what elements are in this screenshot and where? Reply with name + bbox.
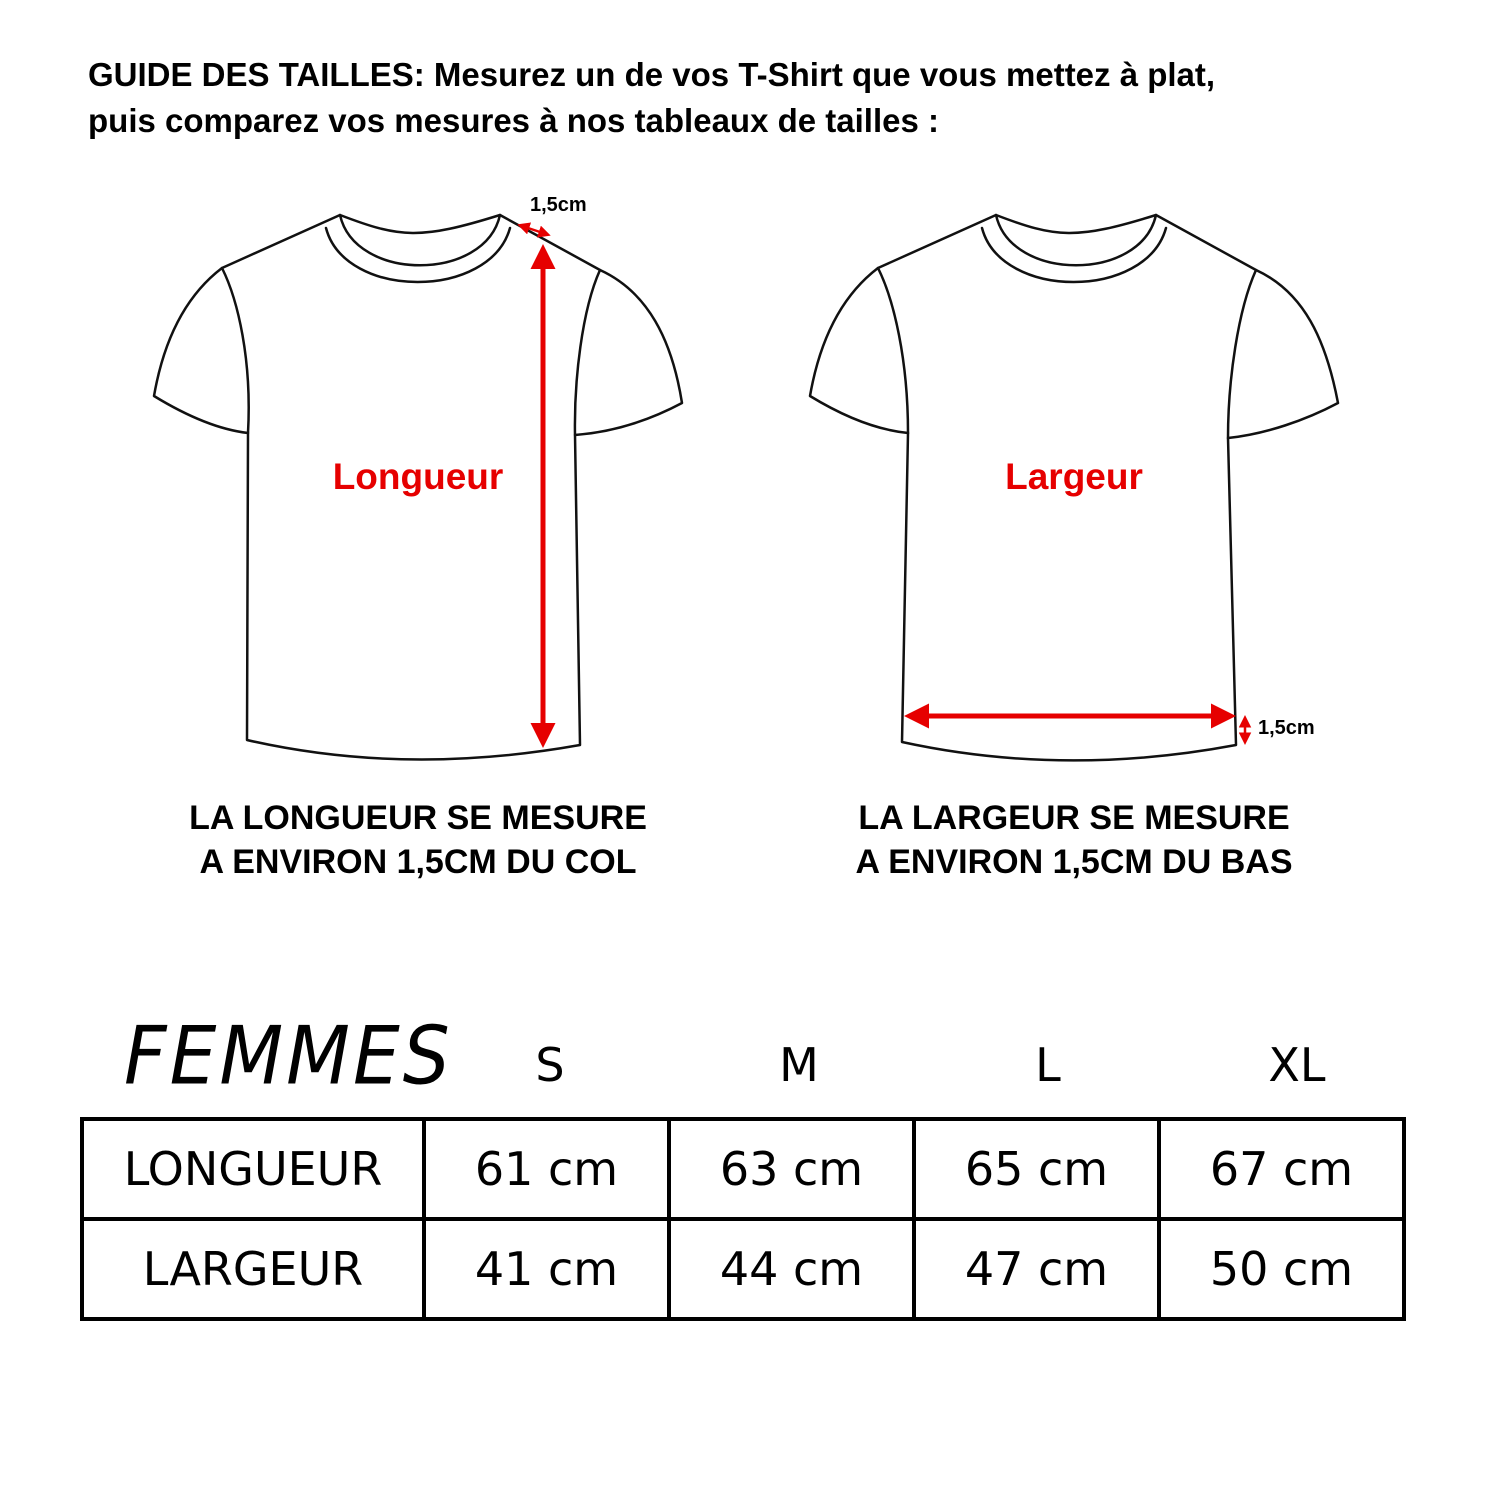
width-caption — [764, 796, 1384, 884]
length-caption-line-1: LA LONGUEUR SE MESURE — [189, 799, 647, 837]
size-table — [80, 1117, 1406, 1321]
size-header-l: L — [1035, 1038, 1061, 1092]
table-cell: 50 cm — [1159, 1219, 1404, 1319]
length-label: Longueur — [332, 456, 504, 497]
table-cell: 67 cm — [1159, 1119, 1404, 1219]
collar-offset-label: 1,5cm — [530, 194, 587, 216]
table-cell: 61 cm — [424, 1119, 669, 1219]
table-row — [82, 1119, 1404, 1219]
table-cell: 47 cm — [914, 1219, 1159, 1319]
length-caption — [108, 796, 728, 884]
table-row — [82, 1219, 1404, 1319]
length-caption-line-2: A ENVIRON 1,5CM DU COL — [199, 843, 637, 881]
table-cell: 65 cm — [914, 1119, 1159, 1219]
hem-offset-label: 1,5cm — [1258, 717, 1315, 739]
width-caption-line-1: LA LARGEUR SE MESURE — [858, 799, 1290, 837]
table-cell: 41 cm — [424, 1219, 669, 1319]
width-label: Largeur — [1005, 456, 1143, 497]
intro-line-1: GUIDE DES TAILLES: Mesurez un de vos T-Shirt que vous mettez à plat, — [88, 56, 1216, 93]
row-label-longueur: LONGUEUR — [82, 1119, 424, 1219]
size-header-xl: XL — [1268, 1038, 1326, 1092]
table-cell: 63 cm — [669, 1119, 914, 1219]
size-table-title: FEMMES — [124, 1010, 453, 1103]
table-cell: 44 cm — [669, 1219, 914, 1319]
row-label-largeur: LARGEUR — [82, 1219, 424, 1319]
intro-line-2: puis comparez vos mesures à nos tableaux de tailles : — [88, 102, 939, 139]
size-header-m: M — [779, 1038, 819, 1092]
width-caption-line-2: A ENVIRON 1,5CM DU BAS — [855, 843, 1293, 881]
size-header-s: S — [535, 1038, 565, 1092]
